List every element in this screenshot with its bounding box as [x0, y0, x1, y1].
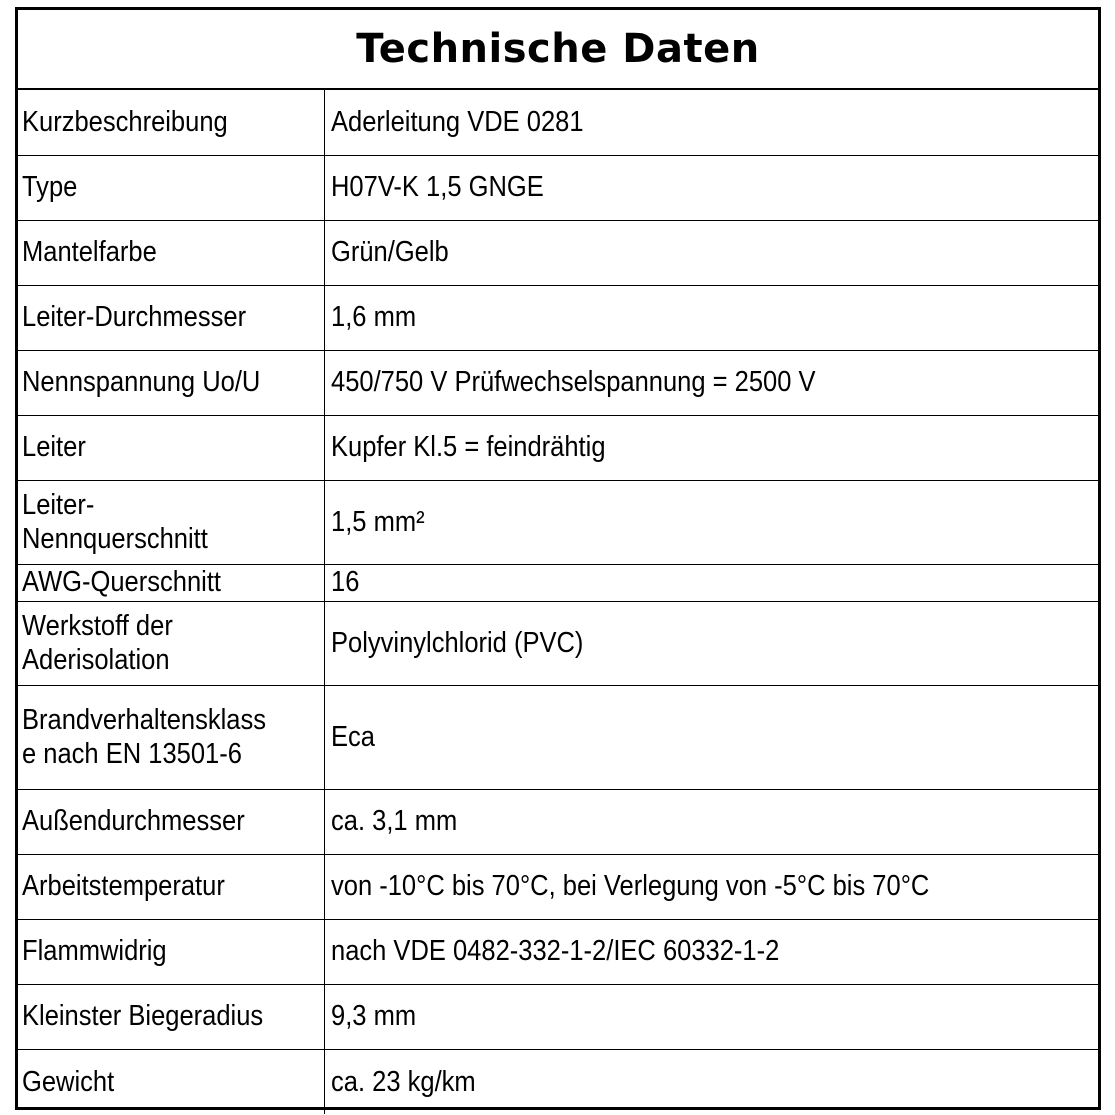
row-value: ca. 23 kg/km: [324, 1049, 1098, 1114]
row-value: Grün/Gelb: [324, 220, 1098, 285]
row-value: von -10°C bis 70°C, bei Verlegung von -5°C bis 70°C: [324, 854, 1098, 919]
row-label: Type: [18, 155, 324, 220]
row-label-line: Leiter-: [22, 488, 95, 521]
row-label: Mantelfarbe: [18, 220, 324, 285]
row-label: [18, 685, 324, 789]
table-row: [18, 480, 1098, 564]
row-label: Außendurchmesser: [18, 789, 324, 854]
table-row: [18, 1049, 1098, 1114]
row-value: nach VDE 0482-332-1-2/IEC 60332-1-2: [324, 919, 1098, 984]
row-label-line: e nach EN 13501-6: [22, 738, 242, 770]
table-row: [18, 415, 1098, 480]
row-label: [18, 601, 324, 685]
row-label: Arbeitstemperatur: [18, 854, 324, 919]
row-label: Flammwidrig: [18, 919, 324, 984]
row-label-line: Brandverhaltensklass: [22, 703, 266, 736]
table-row: [18, 984, 1098, 1049]
table-row: [18, 285, 1098, 350]
row-label: Kurzbeschreibung: [18, 90, 324, 155]
row-label: Gewicht: [18, 1049, 324, 1114]
table-row: [18, 854, 1098, 919]
table-row: [18, 919, 1098, 984]
row-value: Kupfer Kl.5 = feindrähtig: [324, 415, 1098, 480]
table-row: [18, 564, 1098, 601]
table-row: [18, 601, 1098, 685]
row-label: AWG-Querschnitt: [18, 564, 324, 601]
table-row: [18, 685, 1098, 789]
table-title: Technische Daten: [18, 10, 1098, 90]
row-label-line: Nennquerschnitt: [22, 523, 208, 555]
row-label: Nennspannung Uo/U: [18, 350, 324, 415]
table-row: [18, 350, 1098, 415]
table-row: [18, 220, 1098, 285]
row-label-line: Aderisolation: [22, 644, 170, 676]
row-value: Aderleitung VDE 0281: [324, 90, 1098, 155]
row-label: [18, 480, 324, 564]
row-label: Kleinster Biegeradius: [18, 984, 324, 1049]
spec-table: [18, 90, 1098, 1114]
row-value: 16: [324, 564, 1098, 601]
row-value: 1,6 mm: [324, 285, 1098, 350]
row-value: Polyvinylchlorid (PVC): [324, 601, 1098, 685]
row-value: H07V-K 1,5 GNGE: [324, 155, 1098, 220]
table-row: [18, 155, 1098, 220]
row-value: 1,5 mm²: [324, 480, 1098, 564]
row-value: Eca: [324, 685, 1098, 789]
technical-data-sheet: [15, 7, 1101, 1110]
row-value: 9,3 mm: [324, 984, 1098, 1049]
row-value: ca. 3,1 mm: [324, 789, 1098, 854]
table-row: [18, 789, 1098, 854]
table-row: [18, 90, 1098, 155]
row-label: Leiter-Durchmesser: [18, 285, 324, 350]
row-value: 450/750 V Prüfwechselspannung = 2500 V: [324, 350, 1098, 415]
row-label: Leiter: [18, 415, 324, 480]
row-label-line: Werkstoff der: [22, 609, 173, 642]
